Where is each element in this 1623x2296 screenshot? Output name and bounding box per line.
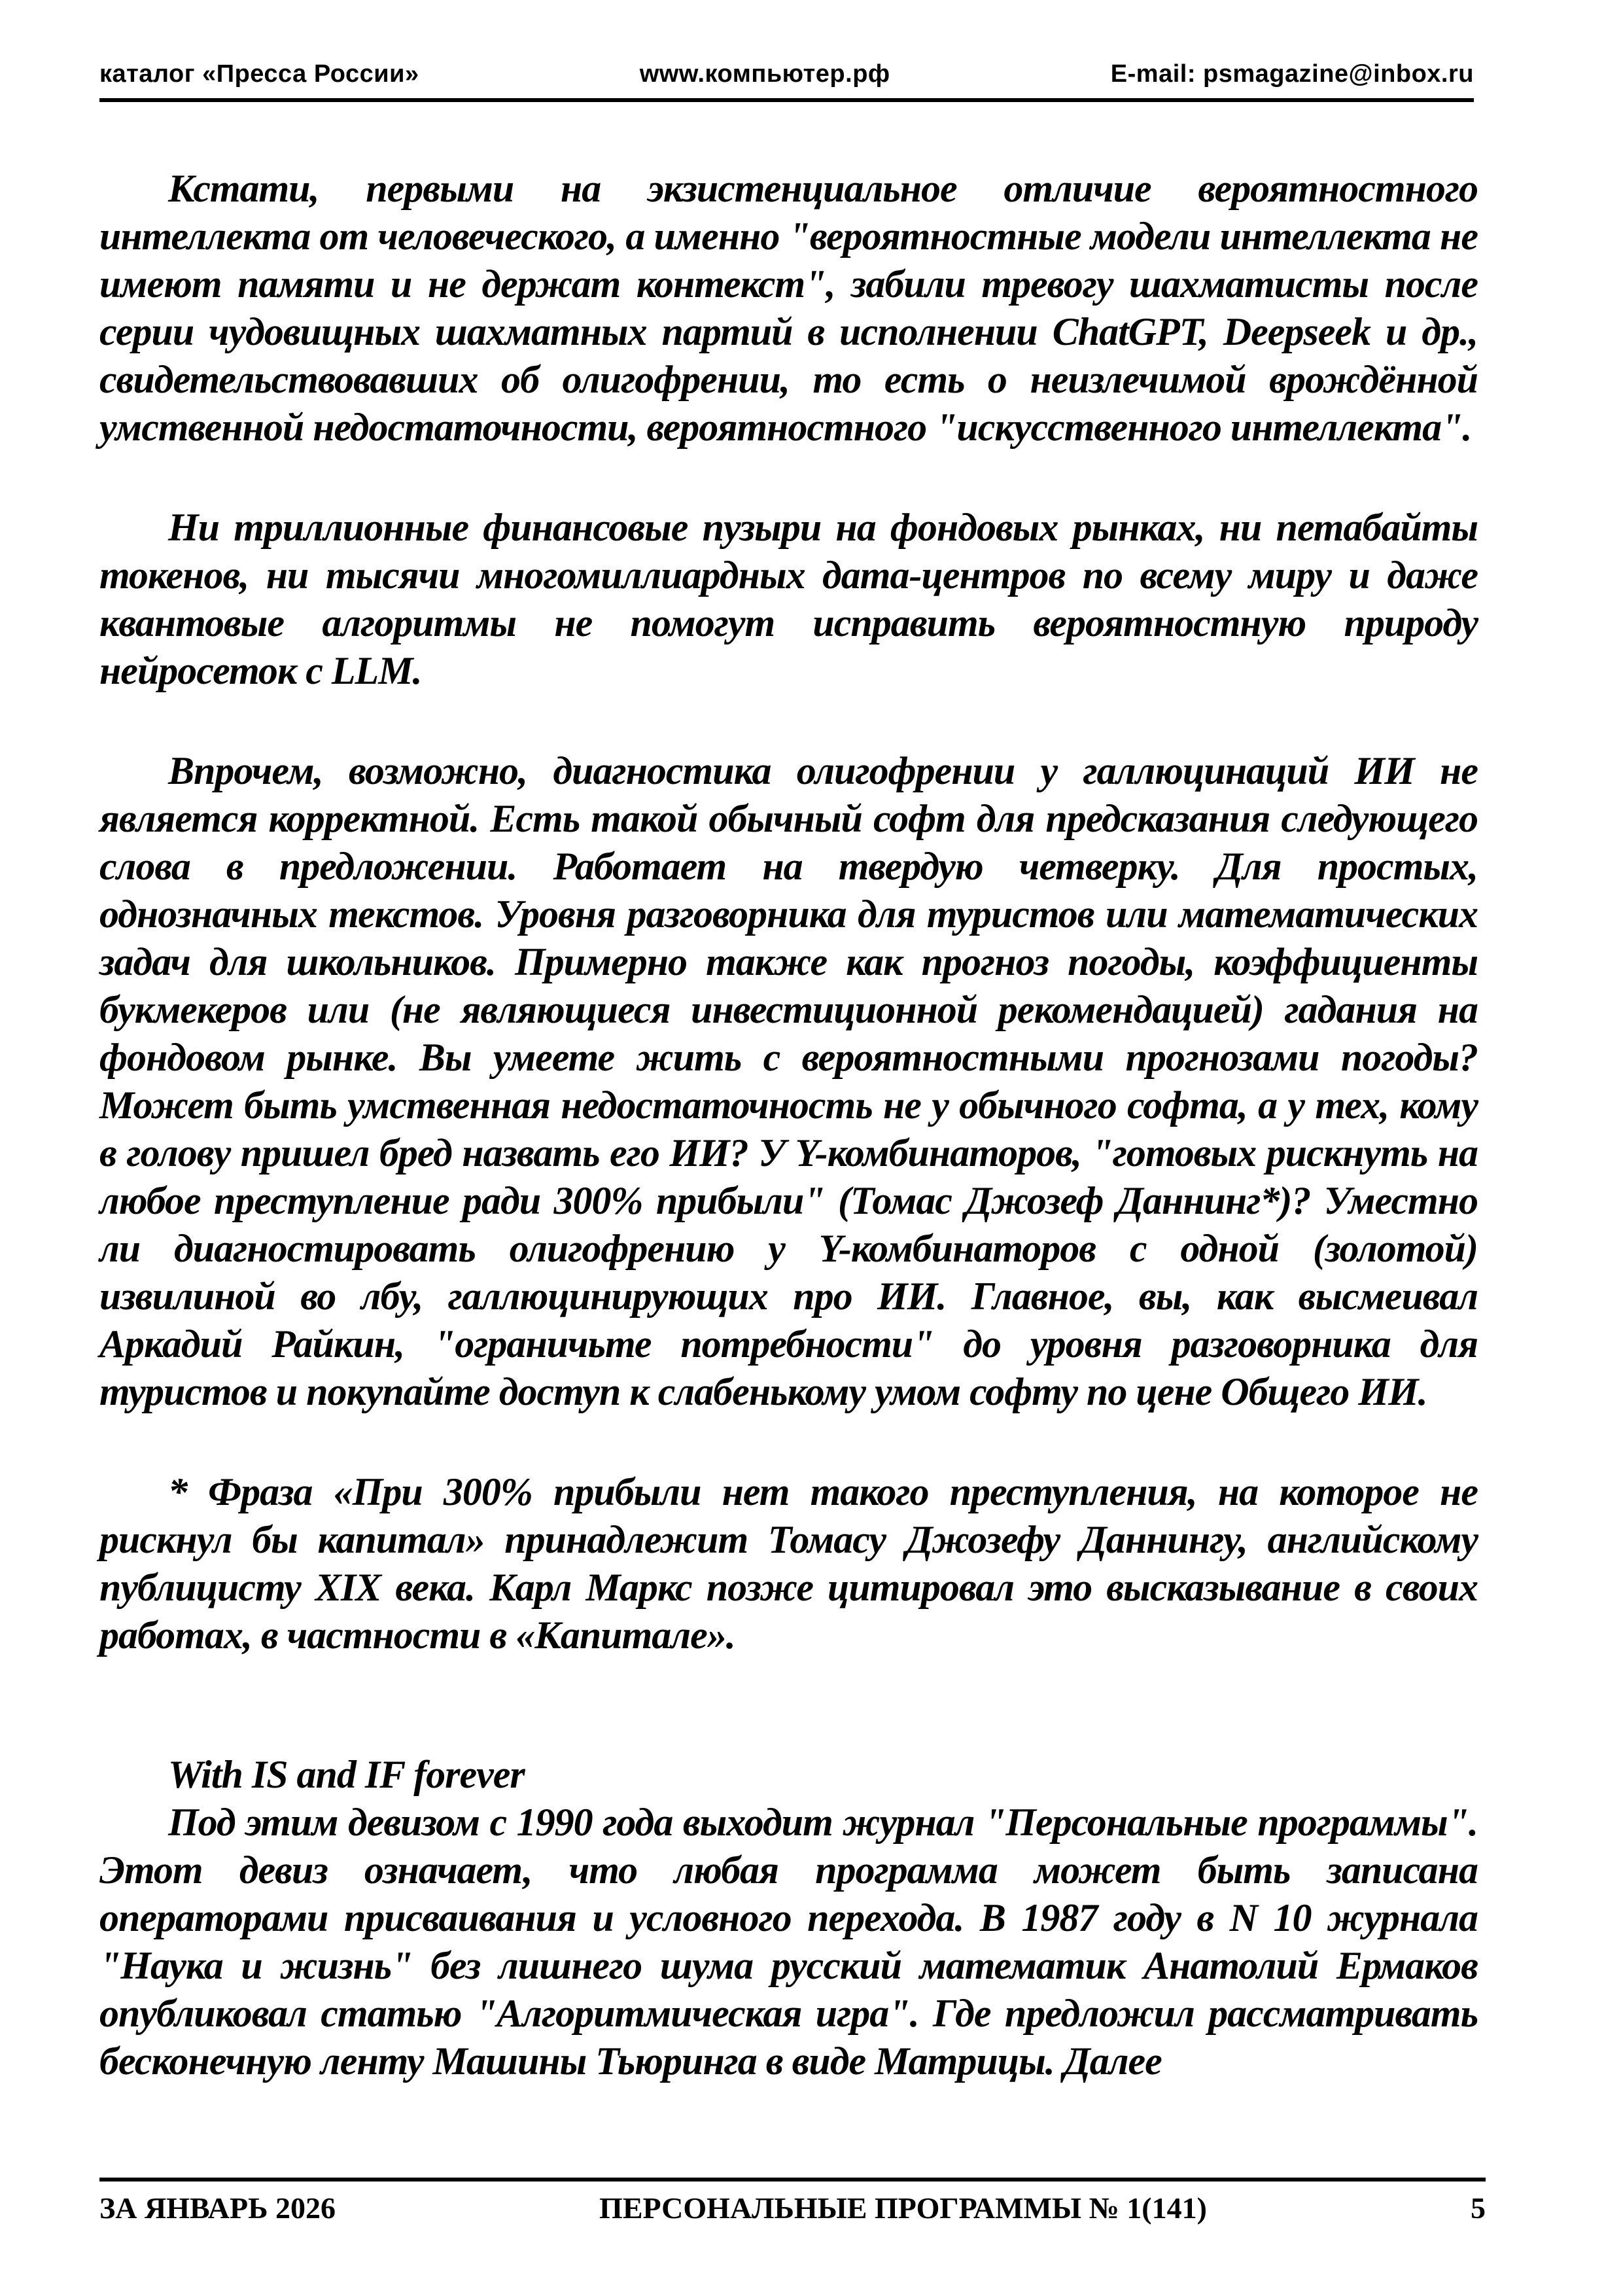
header-email-label: E-mail: psmagazine@inbox.ru: [1110, 60, 1474, 88]
footer-issue-label: ЗА ЯНВАРЬ 2026: [99, 2191, 336, 2225]
section-heading: With IS and IF forever: [168, 1753, 525, 1796]
paragraph-chess-alarm: Кстати, первыми на экзистенциальное отличие вероятностного интеллекта от человеческого, а именно "вероятностные модели интеллекта не имеют памяти и не держат контекст", забили тревогу шахматисты после серии чудовищных шахматных партий в исполнении ChatGPT, Deepseek и др., свидетельствовавших об олигофрении, то есть о неизлечимой врождённой умственной недостаточности, вероятностного "искусственного интеллекта".: [99, 167, 1478, 449]
header-rule: [99, 98, 1474, 102]
footnote-dunning-quote: * Фраза «При 300% прибыли нет такого преступления, на которое не рискнул бы капитал» принадлежит Томасу Джозефу Даннингу, английскому публицисту XIX века. Карл Маркс позже цитировал это высказывание в своих работах, в частности в «Капитале».: [99, 1470, 1478, 1657]
footer-journal-title: ПЕРСОНАЛЬНЫЕ ПРОГРАММЫ № 1(141): [599, 2191, 1207, 2225]
header-catalog-label: каталог «Пресса России»: [99, 60, 419, 88]
paragraph-magazine-motto: Под этим девизом с 1990 года выходит журнал "Персональные программы". Этот девиз означает, что любая программа может быть записана операторами присваивания и условного перехода. В 1987 году в N 10 журнала "Наука и жизнь" без лишнего шума русский математик Анатолий Ермаков опубликовал статью "Алгоритмическая игра". Где предложил рассматривать бесконечную ленту Машины Тьюринга в виде Матрицы. Далее: [99, 1801, 1478, 2083]
footer-rule: [99, 2178, 1486, 2181]
footer-page-number: 5: [1471, 2191, 1486, 2225]
article-body: [99, 165, 1478, 2085]
page-footer: [99, 2191, 1486, 2225]
paragraph-financial-bubbles: Ни триллионные финансовые пузыри на фондовых рынках, ни петабайты токенов, ни тысячи многомиллиардных дата-центров по всему миру и даже квантовые алгоритмы не помогут исправить вероятностную природу нейросеток с LLM.: [99, 506, 1478, 692]
header-website-label: www.компьютер.рф: [639, 60, 890, 88]
paragraph-oligophrenia-diagnosis: Впрочем, возможно, диагностика олигофрении у галлюцинаций ИИ не является корректной. Есть такой обычный софт для предсказания следующего слова в предложении. Работает на твердую четверку. Для простых, однозначных текстов. Уровня разговорника для туристов или математических задач для школьников. Примерно также как прогноз погоды, коэффициенты букмекеров или (не являющиеся инвестиционной рекомендацией) гадания на фондовом рынке. Вы умеете жить с вероятностными прогнозами погоды? Может быть умственная недостаточность не у обычного софта, а у тех, кому в голову пришел бред назвать его ИИ? У Y-комбинаторов, "готовых рискнуть на любое преступление ради 300% прибыли" (Томас Джозеф Даннинг*)? Уместно ли диагностировать олигофрению у Y-комбинаторов с одной (золотой) извилиной во лбу, галлюцинирующих про ИИ. Главное, вы, как высмеивал Аркадий Райкин, "ограничьте потребности" до уровня разговорника для туристов и покупайте доступ к слабенькому умом софту по цене Общего ИИ.: [99, 749, 1478, 1413]
page-header: [99, 60, 1474, 88]
